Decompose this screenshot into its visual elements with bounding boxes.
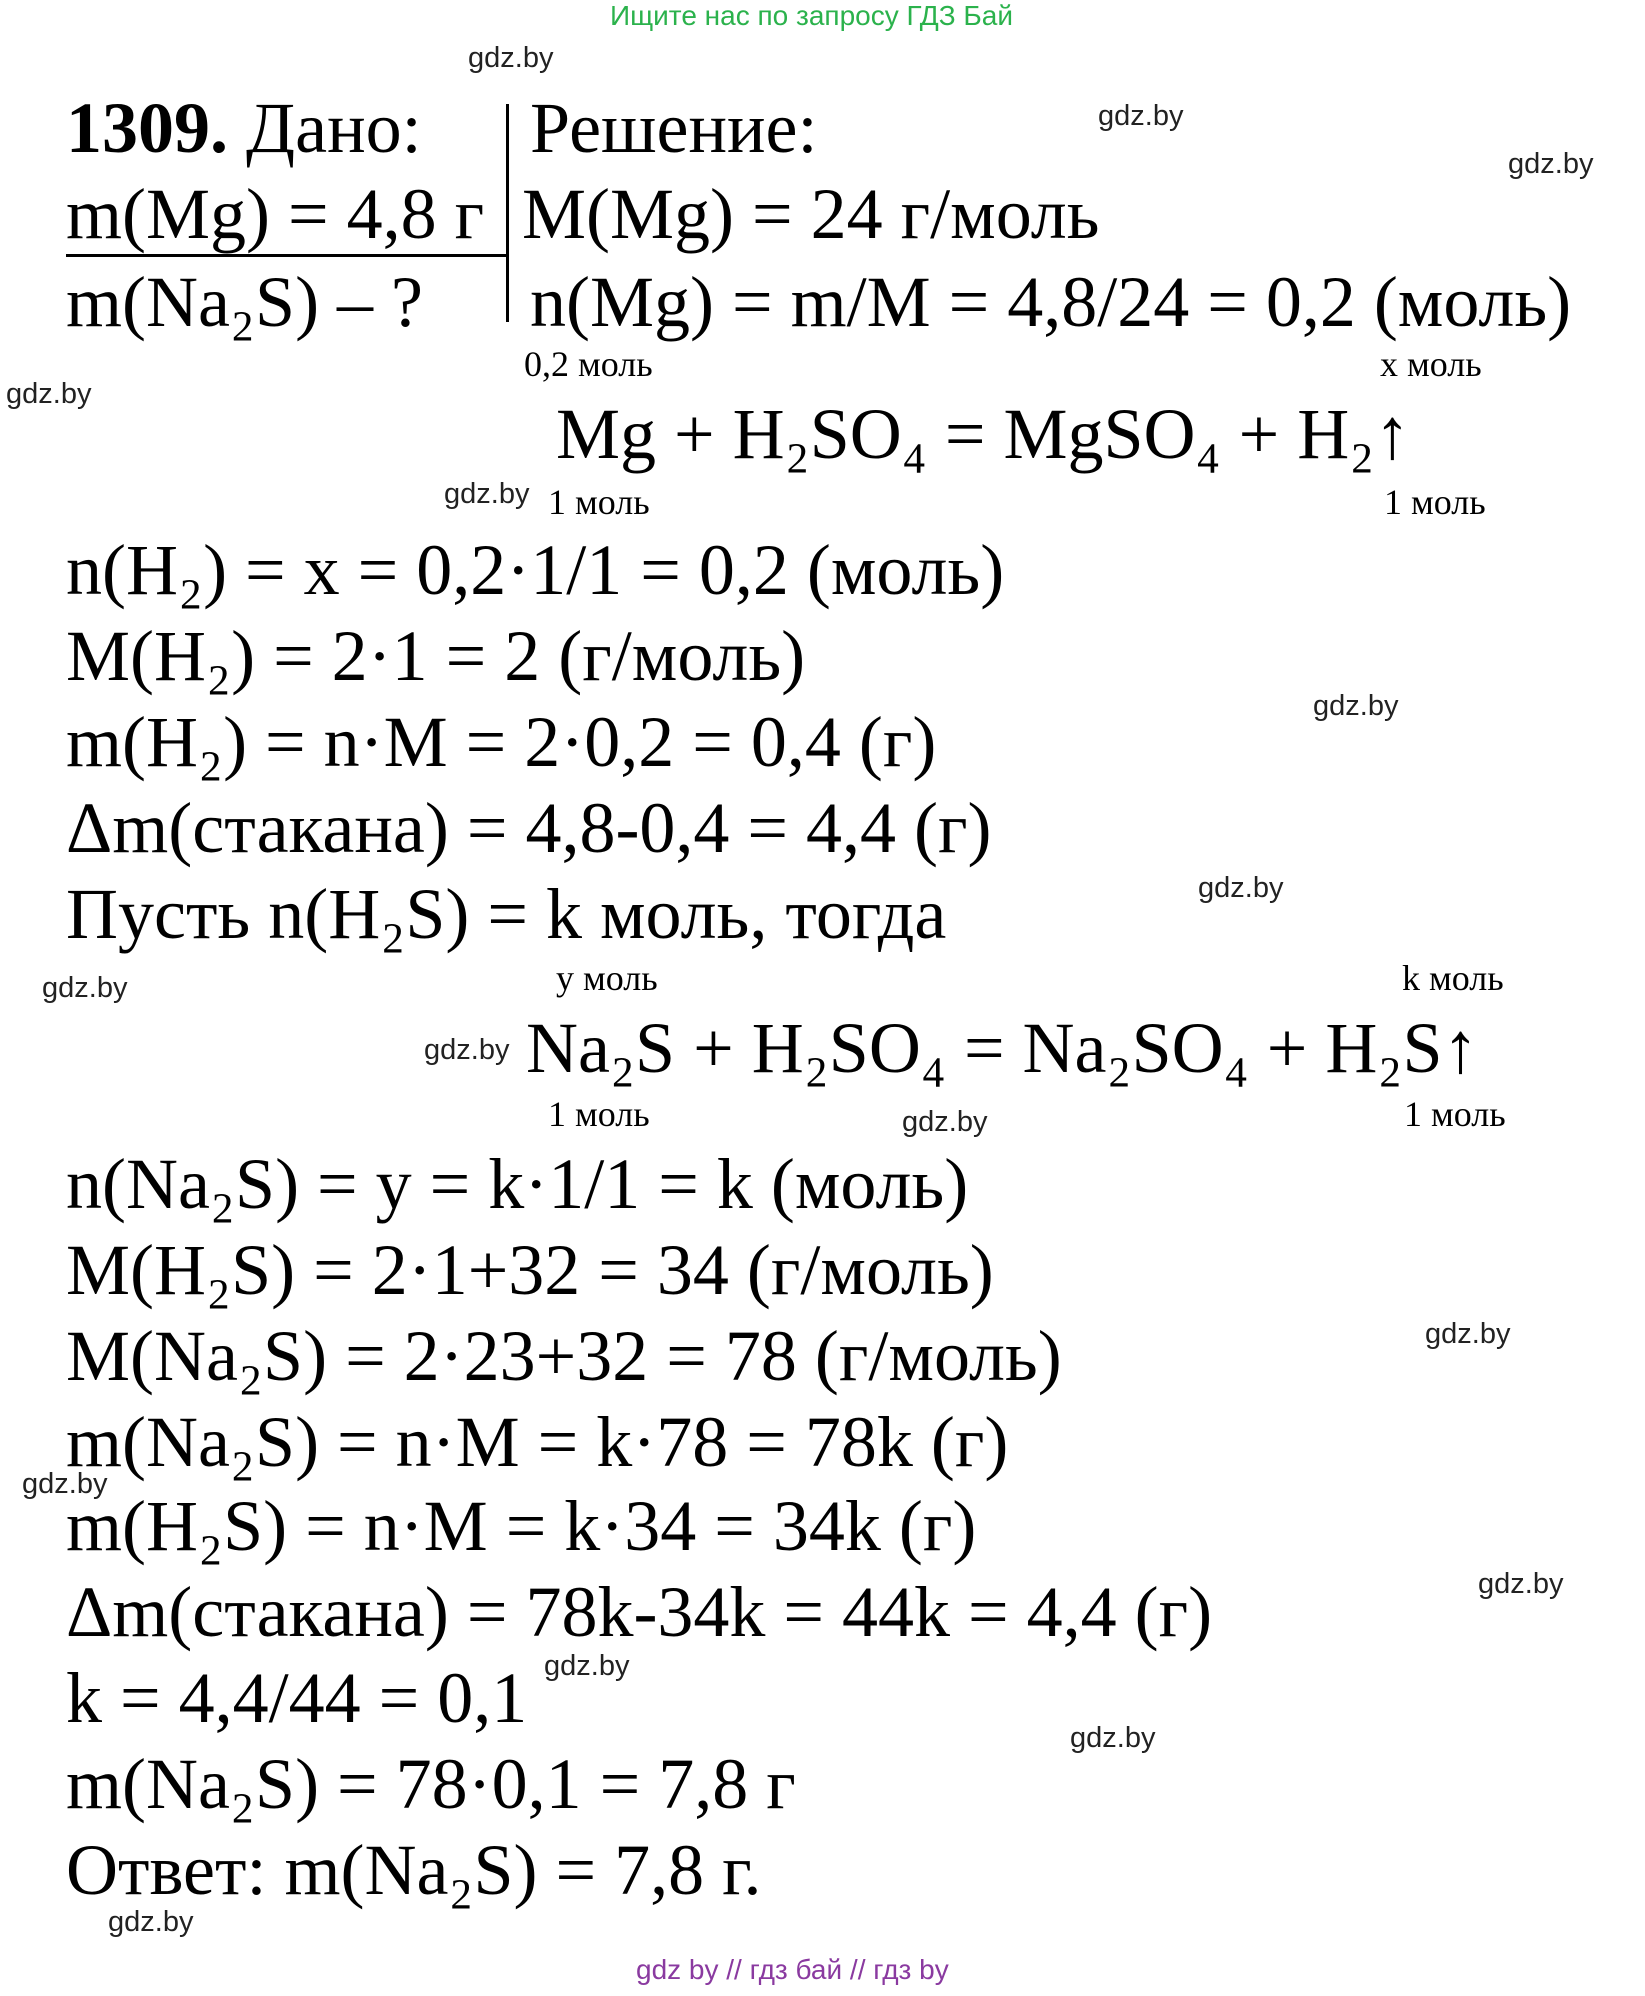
r2-above-left: y моль xyxy=(556,958,658,998)
watermark: gdz.by xyxy=(1070,1722,1156,1754)
watermark: gdz.by xyxy=(6,378,92,410)
reaction1-equation: Mg + H₂SO₄ = MgSO₄ + H₂↑ xyxy=(556,394,1411,474)
mass-h2s-expr: m(H₂S) = n·M = k·34 = 34k (г) xyxy=(66,1486,977,1566)
mass-na2s-expr: m(Na₂S) = n·M = k·78 = 78k (г) xyxy=(66,1402,1009,1482)
solution-label: Решение: xyxy=(530,88,818,168)
molar-mass-mg: M(Mg) = 24 г/моль xyxy=(522,174,1100,254)
mass-na2s-result: m(Na₂S) = 78·0,1 = 7,8 г xyxy=(66,1744,796,1824)
given-label: Дано: xyxy=(246,88,422,168)
bottom-banner: gdz by // гдз бай // гдз by xyxy=(636,1954,949,1985)
r2-above-right: k моль xyxy=(1402,958,1504,998)
r1-below-left: 1 моль xyxy=(548,482,650,522)
let-statement: Пусть n(H₂S) = k моль, тогда xyxy=(66,874,947,954)
watermark: gdz.by xyxy=(1198,872,1284,904)
mass-h2: m(H₂) = n·M = 2·0,2 = 0,4 (г) xyxy=(66,702,937,782)
watermark: gdz.by xyxy=(42,972,128,1004)
watermark: gdz.by xyxy=(22,1468,108,1500)
r2-below-left: 1 моль xyxy=(548,1094,650,1134)
k-value: k = 4,4/44 = 0,1 xyxy=(66,1658,528,1738)
watermark: gdz.by xyxy=(1313,690,1399,722)
moles-na2s: n(Na₂S) = y = k·1/1 = k (моль) xyxy=(66,1144,969,1224)
molar-mass-na2s: M(Na₂S) = 2·23+32 = 78 (г/моль) xyxy=(66,1316,1062,1396)
r1-below-right: 1 моль xyxy=(1384,482,1486,522)
watermark: gdz.by xyxy=(902,1106,988,1138)
molar-mass-h2: M(H₂) = 2·1 = 2 (г/моль) xyxy=(66,616,806,696)
answer: Ответ: m(Na₂S) = 7,8 г. xyxy=(66,1830,762,1910)
watermark: gdz.by xyxy=(544,1650,630,1682)
reaction2-equation: Na₂S + H₂SO₄ = Na₂SO₄ + H₂S↑ xyxy=(526,1008,1479,1088)
watermark: gdz.by xyxy=(1425,1318,1511,1350)
given-mass-mg: m(Mg) = 4,8 г xyxy=(66,174,485,254)
watermark: gdz.by xyxy=(1478,1568,1564,1600)
given-vertical-divider xyxy=(506,104,509,322)
watermark: gdz.by xyxy=(468,42,554,74)
moles-mg: n(Mg) = m/M = 4,8/24 = 0,2 (моль) xyxy=(530,262,1572,342)
watermark: gdz.by xyxy=(424,1034,510,1066)
top-banner: Ищите нас по запросу ГДЗ Бай xyxy=(610,0,1014,31)
watermark: gdz.by xyxy=(108,1906,194,1938)
problem-number-and-given-label xyxy=(66,88,422,168)
given-unknown: m(Na₂S) – ? xyxy=(66,262,424,342)
problem-number: 1309. xyxy=(66,88,228,168)
delta-mass-2: Δm(стакана) = 78k-34k = 44k = 4,4 (г) xyxy=(66,1572,1213,1652)
r1-above-right: x моль xyxy=(1380,344,1482,384)
r1-above-left: 0,2 моль xyxy=(524,344,653,384)
watermark: gdz.by xyxy=(1508,148,1594,180)
watermark: gdz.by xyxy=(1098,100,1184,132)
r2-below-right: 1 моль xyxy=(1404,1094,1506,1134)
delta-mass-1: Δm(стакана) = 4,8-0,4 = 4,4 (г) xyxy=(66,788,992,868)
molar-mass-h2s: M(H₂S) = 2·1+32 = 34 (г/моль) xyxy=(66,1230,994,1310)
moles-h2: n(H₂) = x = 0,2·1/1 = 0,2 (моль) xyxy=(66,530,1005,610)
given-horizontal-divider xyxy=(66,254,506,257)
watermark: gdz.by xyxy=(444,478,530,510)
